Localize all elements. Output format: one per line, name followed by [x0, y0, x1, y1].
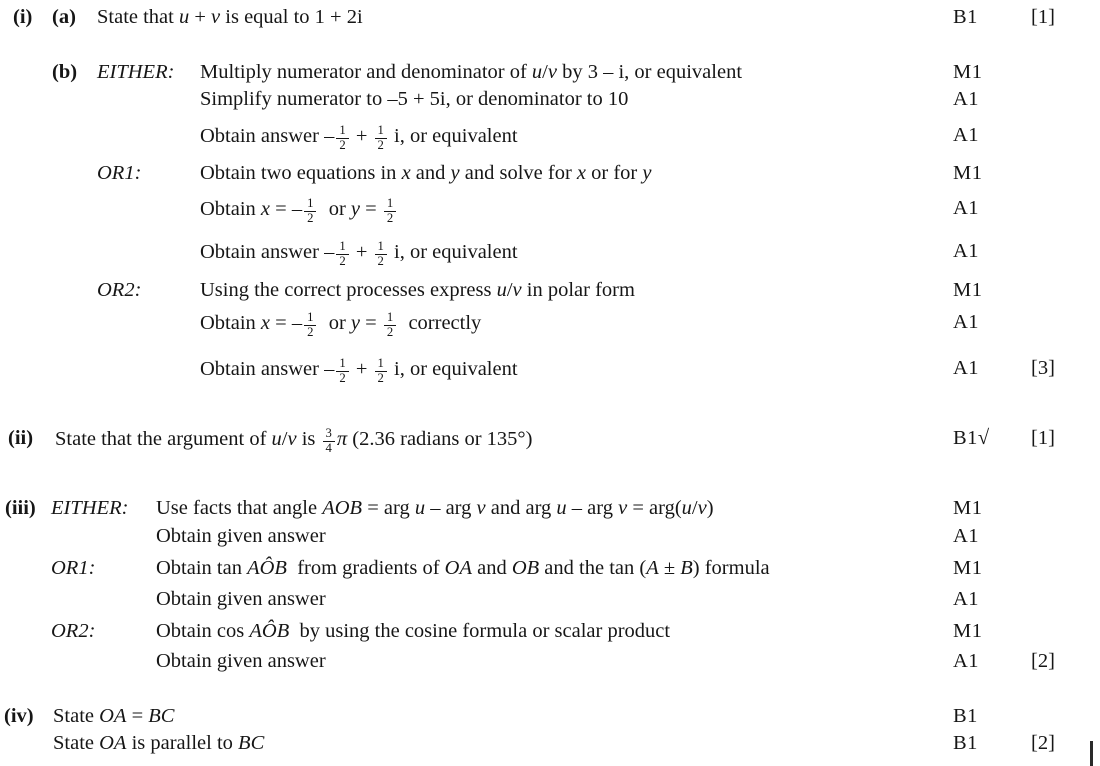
- fraction: [334, 357, 350, 386]
- text-run: (a): [52, 6, 76, 28]
- text-run: x: [260, 311, 271, 334]
- fraction-numerator: 3: [323, 427, 335, 442]
- fraction-denominator: 2: [307, 324, 314, 339]
- text-run: OR1:: [51, 557, 96, 579]
- line-text: [156, 650, 326, 673]
- text-run: y: [350, 197, 361, 220]
- text-run: or for: [586, 162, 643, 184]
- text-run: OR2:: [97, 279, 142, 301]
- text-run: v: [618, 497, 628, 519]
- text-run: Obtain answer –: [200, 357, 335, 380]
- text-run: and solve for: [459, 162, 577, 184]
- mark-scheme-row: [0, 557, 1100, 584]
- text-run: +: [350, 124, 373, 147]
- line-text: [200, 61, 742, 84]
- text-run: B: [680, 557, 693, 579]
- mark-scheme-row: [0, 61, 1100, 88]
- text-run: AÔB: [247, 557, 287, 579]
- text-run: is: [296, 427, 321, 450]
- mark-scheme-row: [0, 88, 1100, 115]
- mark-code: M1: [953, 279, 983, 301]
- text-run: or: [318, 311, 351, 334]
- text-run: = –: [270, 311, 303, 334]
- text-run: y: [450, 162, 460, 184]
- line-text: [156, 588, 326, 611]
- text-run: and: [410, 162, 451, 184]
- text-run: AÔB: [249, 620, 290, 642]
- text-run: State that: [97, 6, 179, 28]
- text-run: OA: [99, 705, 127, 727]
- text-run: ±: [658, 557, 681, 579]
- mark-scheme-row: [0, 497, 1100, 524]
- text-run: by using the cosine formula or scalar product: [289, 620, 671, 642]
- fraction-denominator: 2: [339, 137, 346, 152]
- mark-code: A1: [953, 588, 980, 610]
- text-run: BC: [148, 705, 175, 727]
- fraction-denominator: 4: [325, 440, 332, 455]
- fraction-denominator: 2: [386, 324, 394, 339]
- mark-total: [1]: [1031, 427, 1055, 449]
- item-label: [8, 427, 33, 450]
- text-run: =: [360, 311, 382, 334]
- text-run: π: [336, 427, 348, 450]
- text-run: State: [53, 732, 100, 754]
- mark-code: M1: [953, 61, 983, 83]
- text-run: EITHER:: [51, 497, 129, 519]
- text-run: State: [53, 705, 100, 727]
- line-text: [55, 427, 532, 456]
- mark-code: M1: [953, 620, 983, 642]
- text-run: v: [697, 497, 707, 519]
- fraction: [382, 197, 398, 226]
- line-text: [200, 311, 481, 340]
- text-run: Multiply numerator and denominator of: [200, 61, 532, 83]
- method-label: [97, 162, 141, 185]
- text-run: and: [471, 557, 512, 579]
- text-run: = –: [270, 197, 303, 220]
- text-run: = arg: [362, 497, 415, 519]
- mark-scheme-row: [0, 6, 1100, 33]
- text-run: Obtain given answer: [156, 525, 326, 547]
- text-run: (2.36 radians or 135°): [347, 427, 533, 450]
- text-run: BC: [238, 732, 265, 754]
- mark-scheme-row: [0, 427, 1100, 454]
- text-run: or: [318, 197, 351, 220]
- text-run: Use facts that angle: [156, 497, 323, 519]
- text-run: u: [414, 497, 426, 519]
- mark-code: B1: [953, 6, 978, 28]
- text-run: and the tan (: [539, 557, 647, 579]
- text-run: /: [506, 279, 513, 301]
- text-run: +: [350, 357, 373, 380]
- mark-code: A1: [953, 124, 980, 146]
- mark-scheme-row: [0, 357, 1100, 384]
- text-run: Obtain answer –: [200, 124, 335, 147]
- text-run: AOB: [322, 497, 363, 519]
- mark-total: [2]: [1031, 732, 1055, 754]
- text-run: i, or equivalent: [388, 357, 518, 380]
- fraction-numerator: 1: [304, 197, 316, 212]
- mark-code: A1: [953, 88, 980, 110]
- line-text: [97, 6, 363, 29]
- text-run: OB: [511, 557, 540, 579]
- mark-code: A1: [953, 311, 980, 333]
- method-label: [51, 497, 128, 520]
- mark-scheme-row: [0, 705, 1100, 732]
- mark-scheme-row: [0, 197, 1100, 224]
- fraction: [302, 311, 318, 340]
- line-text: [156, 497, 714, 520]
- text-run: =: [126, 705, 149, 727]
- mark-total: [1]: [1031, 6, 1055, 28]
- method-label: [51, 557, 95, 580]
- part-label: [52, 61, 77, 84]
- mark-code: M1: [953, 557, 983, 579]
- mark-scheme-row: [0, 162, 1100, 189]
- text-run: v: [512, 279, 522, 301]
- method-label: [97, 61, 174, 84]
- text-run: Obtain: [200, 311, 261, 334]
- text-run: /: [281, 427, 288, 450]
- fraction: [334, 240, 350, 269]
- text-run: =: [360, 197, 382, 220]
- fraction-numerator: 1: [336, 357, 348, 372]
- text-run: A: [646, 557, 659, 579]
- text-run: is parallel to: [126, 732, 239, 754]
- fraction-numerator: 1: [384, 311, 396, 326]
- fraction-numerator: 1: [375, 240, 387, 255]
- text-run: Simplify numerator to –5 + 5i, or denominator to 10: [200, 88, 629, 110]
- text-run: u: [178, 6, 190, 28]
- mark-code: A1: [953, 650, 980, 672]
- text-run: v: [476, 497, 486, 519]
- text-run: v: [547, 61, 557, 83]
- text-run: ): [706, 497, 714, 519]
- text-run: – arg: [425, 497, 477, 519]
- fraction-numerator: 1: [336, 240, 348, 255]
- text-run: u: [496, 279, 507, 301]
- mark-code: B1: [953, 705, 978, 727]
- text-run: u: [556, 497, 567, 519]
- line-text: [200, 357, 518, 386]
- text-run: i, or equivalent: [388, 240, 518, 263]
- text-run: /: [542, 61, 548, 83]
- mark-code: M1: [953, 162, 983, 184]
- text-run: OR2:: [51, 620, 96, 642]
- mark-code: A1: [953, 240, 980, 262]
- text-run: Obtain given answer: [156, 588, 326, 610]
- fraction: [373, 240, 389, 269]
- line-text: [200, 279, 635, 302]
- method-label: [51, 620, 95, 643]
- fraction: [302, 197, 318, 226]
- part-label: [52, 6, 76, 29]
- text-run: OR1:: [97, 162, 142, 184]
- text-run: (iv): [4, 705, 34, 727]
- text-run: by 3 – i, or equivalent: [556, 61, 743, 83]
- line-text: [156, 620, 670, 643]
- fraction-denominator: 2: [339, 253, 346, 268]
- item-label: [5, 497, 36, 520]
- mark-scheme-row: [0, 124, 1100, 151]
- text-run: x: [260, 197, 271, 220]
- fraction-denominator: 2: [377, 370, 384, 385]
- line-text: [156, 525, 326, 548]
- text-run: y: [642, 162, 652, 184]
- line-text: [53, 705, 174, 728]
- text-run: correctly: [398, 311, 482, 334]
- fraction-numerator: 1: [375, 357, 387, 372]
- mark-scheme-row: [0, 588, 1100, 615]
- text-run: State that the argument of: [55, 427, 272, 450]
- text-run: /: [691, 497, 698, 519]
- line-text: [200, 162, 652, 185]
- text-run: i, or equivalent: [388, 124, 518, 147]
- mark-scheme-row: [0, 732, 1100, 759]
- text-run: y: [350, 311, 361, 334]
- text-run: v: [211, 6, 221, 28]
- text-run: Obtain tan: [156, 557, 248, 579]
- text-run: x: [576, 162, 587, 184]
- text-run: OA: [444, 557, 472, 579]
- method-label: [97, 279, 141, 302]
- line-text: [200, 88, 628, 111]
- text-run: ) formula: [692, 557, 770, 579]
- text-run: Obtain: [200, 197, 261, 220]
- mark-code: M1: [953, 497, 983, 519]
- text-run: = arg(: [627, 497, 682, 519]
- fraction-numerator: 1: [384, 197, 396, 212]
- text-run: Obtain given answer: [156, 650, 326, 672]
- line-text: [53, 732, 264, 755]
- text-run: x: [401, 162, 411, 184]
- text-run: (b): [52, 61, 78, 83]
- item-label: [13, 6, 32, 29]
- fraction: [373, 357, 389, 386]
- text-run: +: [350, 240, 373, 263]
- fraction-denominator: 2: [307, 210, 314, 225]
- fraction-denominator: 2: [377, 253, 384, 268]
- fraction: [373, 124, 389, 153]
- text-run: OA: [99, 732, 127, 754]
- mark-code: B1: [953, 732, 978, 754]
- text-run: Obtain two equations in: [200, 162, 402, 184]
- mark-scheme-row: [0, 525, 1100, 552]
- mark-scheme-row: [0, 620, 1100, 647]
- text-run: u: [531, 61, 543, 83]
- mark-total: [2]: [1031, 650, 1055, 672]
- mark-total: [3]: [1031, 357, 1055, 379]
- line-text: [200, 197, 398, 226]
- text-run: (iii): [5, 497, 36, 519]
- mark-scheme-row: [0, 311, 1100, 338]
- fraction-denominator: 2: [339, 370, 346, 385]
- text-run: EITHER:: [97, 61, 175, 83]
- line-text: [200, 124, 518, 153]
- text-run: in polar form: [521, 279, 635, 301]
- text-run: and arg: [485, 497, 557, 519]
- fraction-numerator: 1: [375, 124, 387, 139]
- mark-scheme-row: [0, 279, 1100, 306]
- fraction-numerator: 1: [304, 311, 316, 326]
- text-run: (ii): [8, 427, 34, 449]
- line-text: [200, 240, 518, 269]
- mark-code: A1: [953, 197, 980, 219]
- mark-code: A1: [953, 525, 980, 547]
- fraction-numerator: 1: [336, 124, 348, 139]
- mark-scheme-row: [0, 650, 1100, 677]
- fraction: [321, 427, 337, 456]
- text-run: v: [287, 427, 297, 450]
- mark-code: B1√: [953, 427, 990, 449]
- mark-code: A1: [953, 357, 980, 379]
- text-run: is equal to 1 + 2i: [220, 6, 363, 28]
- text-run: Using the correct processes express: [200, 279, 497, 301]
- text-run: u: [271, 427, 282, 450]
- text-run: Obtain cos: [156, 620, 250, 642]
- fraction: [382, 311, 398, 340]
- fraction: [334, 124, 350, 153]
- text-run: u: [681, 497, 692, 519]
- text-run: Obtain answer –: [200, 240, 335, 263]
- fraction-denominator: 2: [386, 210, 394, 225]
- line-text: [156, 557, 770, 580]
- item-label: [4, 705, 34, 728]
- text-run: from gradients of: [286, 557, 445, 579]
- text-run: – arg: [566, 497, 619, 519]
- fraction-denominator: 2: [377, 137, 384, 152]
- text-run: (i): [13, 6, 33, 28]
- text-run: +: [189, 6, 212, 28]
- mark-scheme-row: [0, 240, 1100, 267]
